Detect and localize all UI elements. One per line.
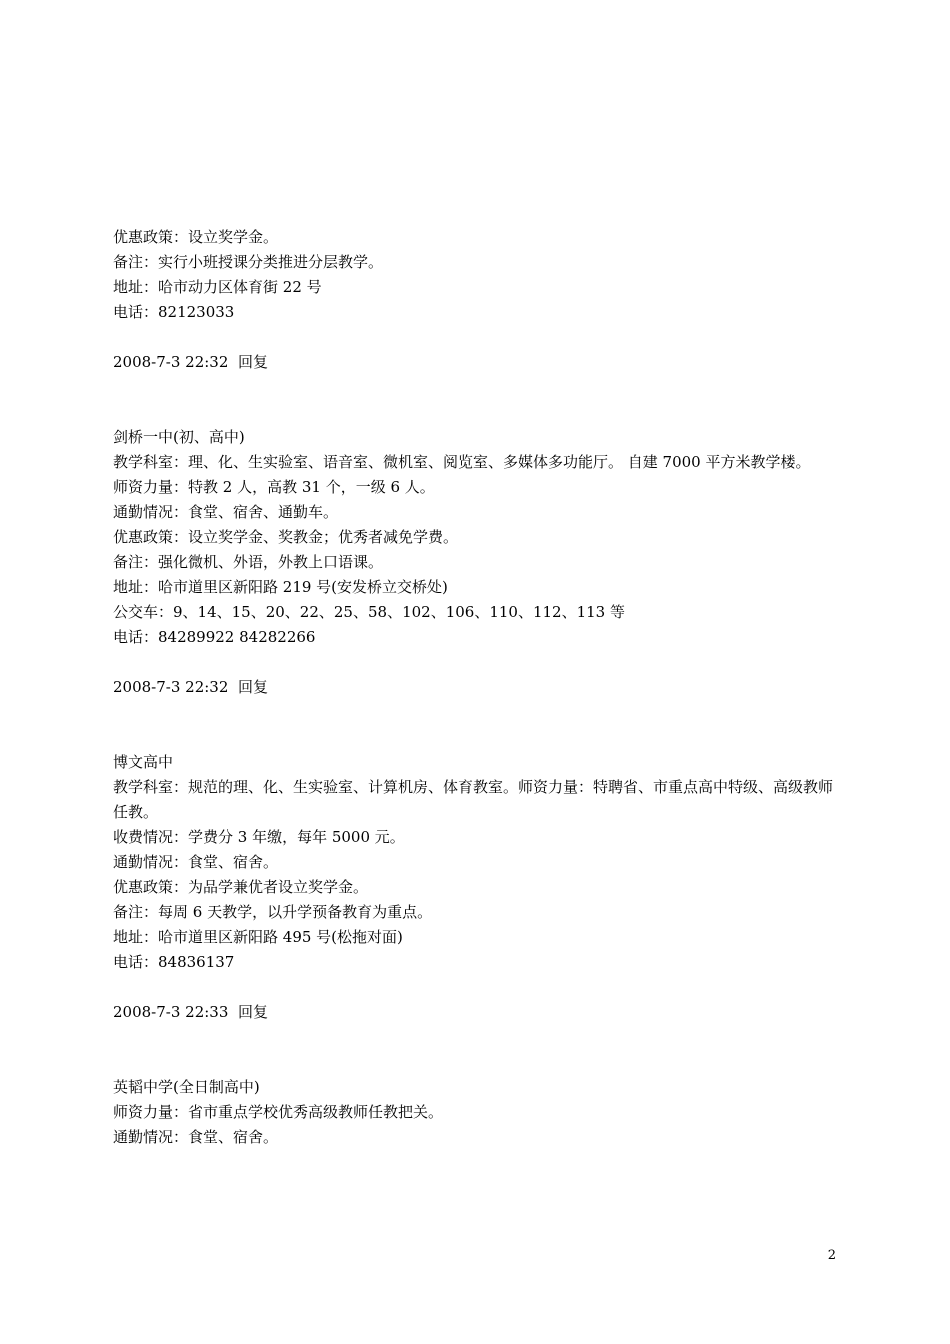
reply-timestamp: 2008-7-3 22:33	[113, 1003, 229, 1021]
reply-link[interactable]: 回复	[237, 1003, 268, 1021]
reply-link[interactable]: 回复	[237, 678, 268, 696]
page-number: 2	[827, 1248, 836, 1263]
entry-line: 电话：82123033	[113, 303, 235, 321]
entry-line: 通勤情况：食堂、宿舍。	[113, 853, 279, 871]
entry-line: 教学科室：理、化、生实验室、语音室、微机室、阅览室、多媒体多功能厅。 自建 7000 平方米教学楼。	[113, 453, 811, 471]
entry-line: 电话：84289922 84282266	[113, 628, 316, 646]
entry-line: 地址：哈市道里区新阳路 495 号(松拖对面)	[113, 928, 403, 946]
entry-line: 备注：强化微机、外语，外教上口语课。	[113, 553, 384, 571]
reply-meta	[113, 675, 840, 700]
entry-line: 通勤情况：食堂、宿舍、通勤车。	[113, 503, 339, 521]
school-entry	[113, 750, 840, 975]
school-title: 博文高中	[113, 753, 174, 771]
entry-line: 收费情况：学费分 3 年缴，每年 5000 元。	[113, 828, 405, 846]
entry-line: 备注：每周 6 天教学，以升学预备教育为重点。	[113, 903, 433, 921]
school-entry	[113, 425, 840, 650]
entry-line: 通勤情况：食堂、宿舍。	[113, 1128, 279, 1146]
reply-meta	[113, 350, 840, 375]
entry-line: 电话：84836137	[113, 953, 235, 971]
reply-meta	[113, 1000, 840, 1025]
entry-line: 师资力量：特教 2 人，高教 31 个，一级 6 人。	[113, 478, 435, 496]
school-title: 剑桥一中(初、高中)	[113, 428, 245, 446]
entry-line: 教学科室：规范的理、化、生实验室、计算机房、体育教室。师资力量：特聘省、市重点高中特级、高级教师任教。	[113, 778, 834, 821]
entry-line: 公交车：9、14、15、20、22、25、58、102、106、110、112、113 等	[113, 603, 625, 621]
entry-line: 优惠政策：设立奖学金、奖教金；优秀者减免学费。	[113, 528, 459, 546]
school-entry	[113, 225, 840, 325]
school-title: 英韬中学(全日制高中)	[113, 1078, 260, 1096]
entry-line: 师资力量：省市重点学校优秀高级教师任教把关。	[113, 1103, 444, 1121]
entry-line: 优惠政策：为品学兼优者设立奖学金。	[113, 878, 369, 896]
reply-timestamp: 2008-7-3 22:32	[113, 353, 229, 371]
entry-line: 地址：哈市道里区新阳路 219 号(安发桥立交桥处)	[113, 578, 448, 596]
entry-line: 优惠政策：设立奖学金。	[113, 228, 279, 246]
entry-line: 备注：实行小班授课分类推进分层教学。	[113, 253, 384, 271]
reply-link[interactable]: 回复	[237, 353, 268, 371]
reply-timestamp: 2008-7-3 22:32	[113, 678, 229, 696]
document-body	[113, 225, 840, 1150]
school-entry	[113, 1075, 840, 1150]
entry-line: 地址：哈市动力区体育街 22 号	[113, 278, 322, 296]
